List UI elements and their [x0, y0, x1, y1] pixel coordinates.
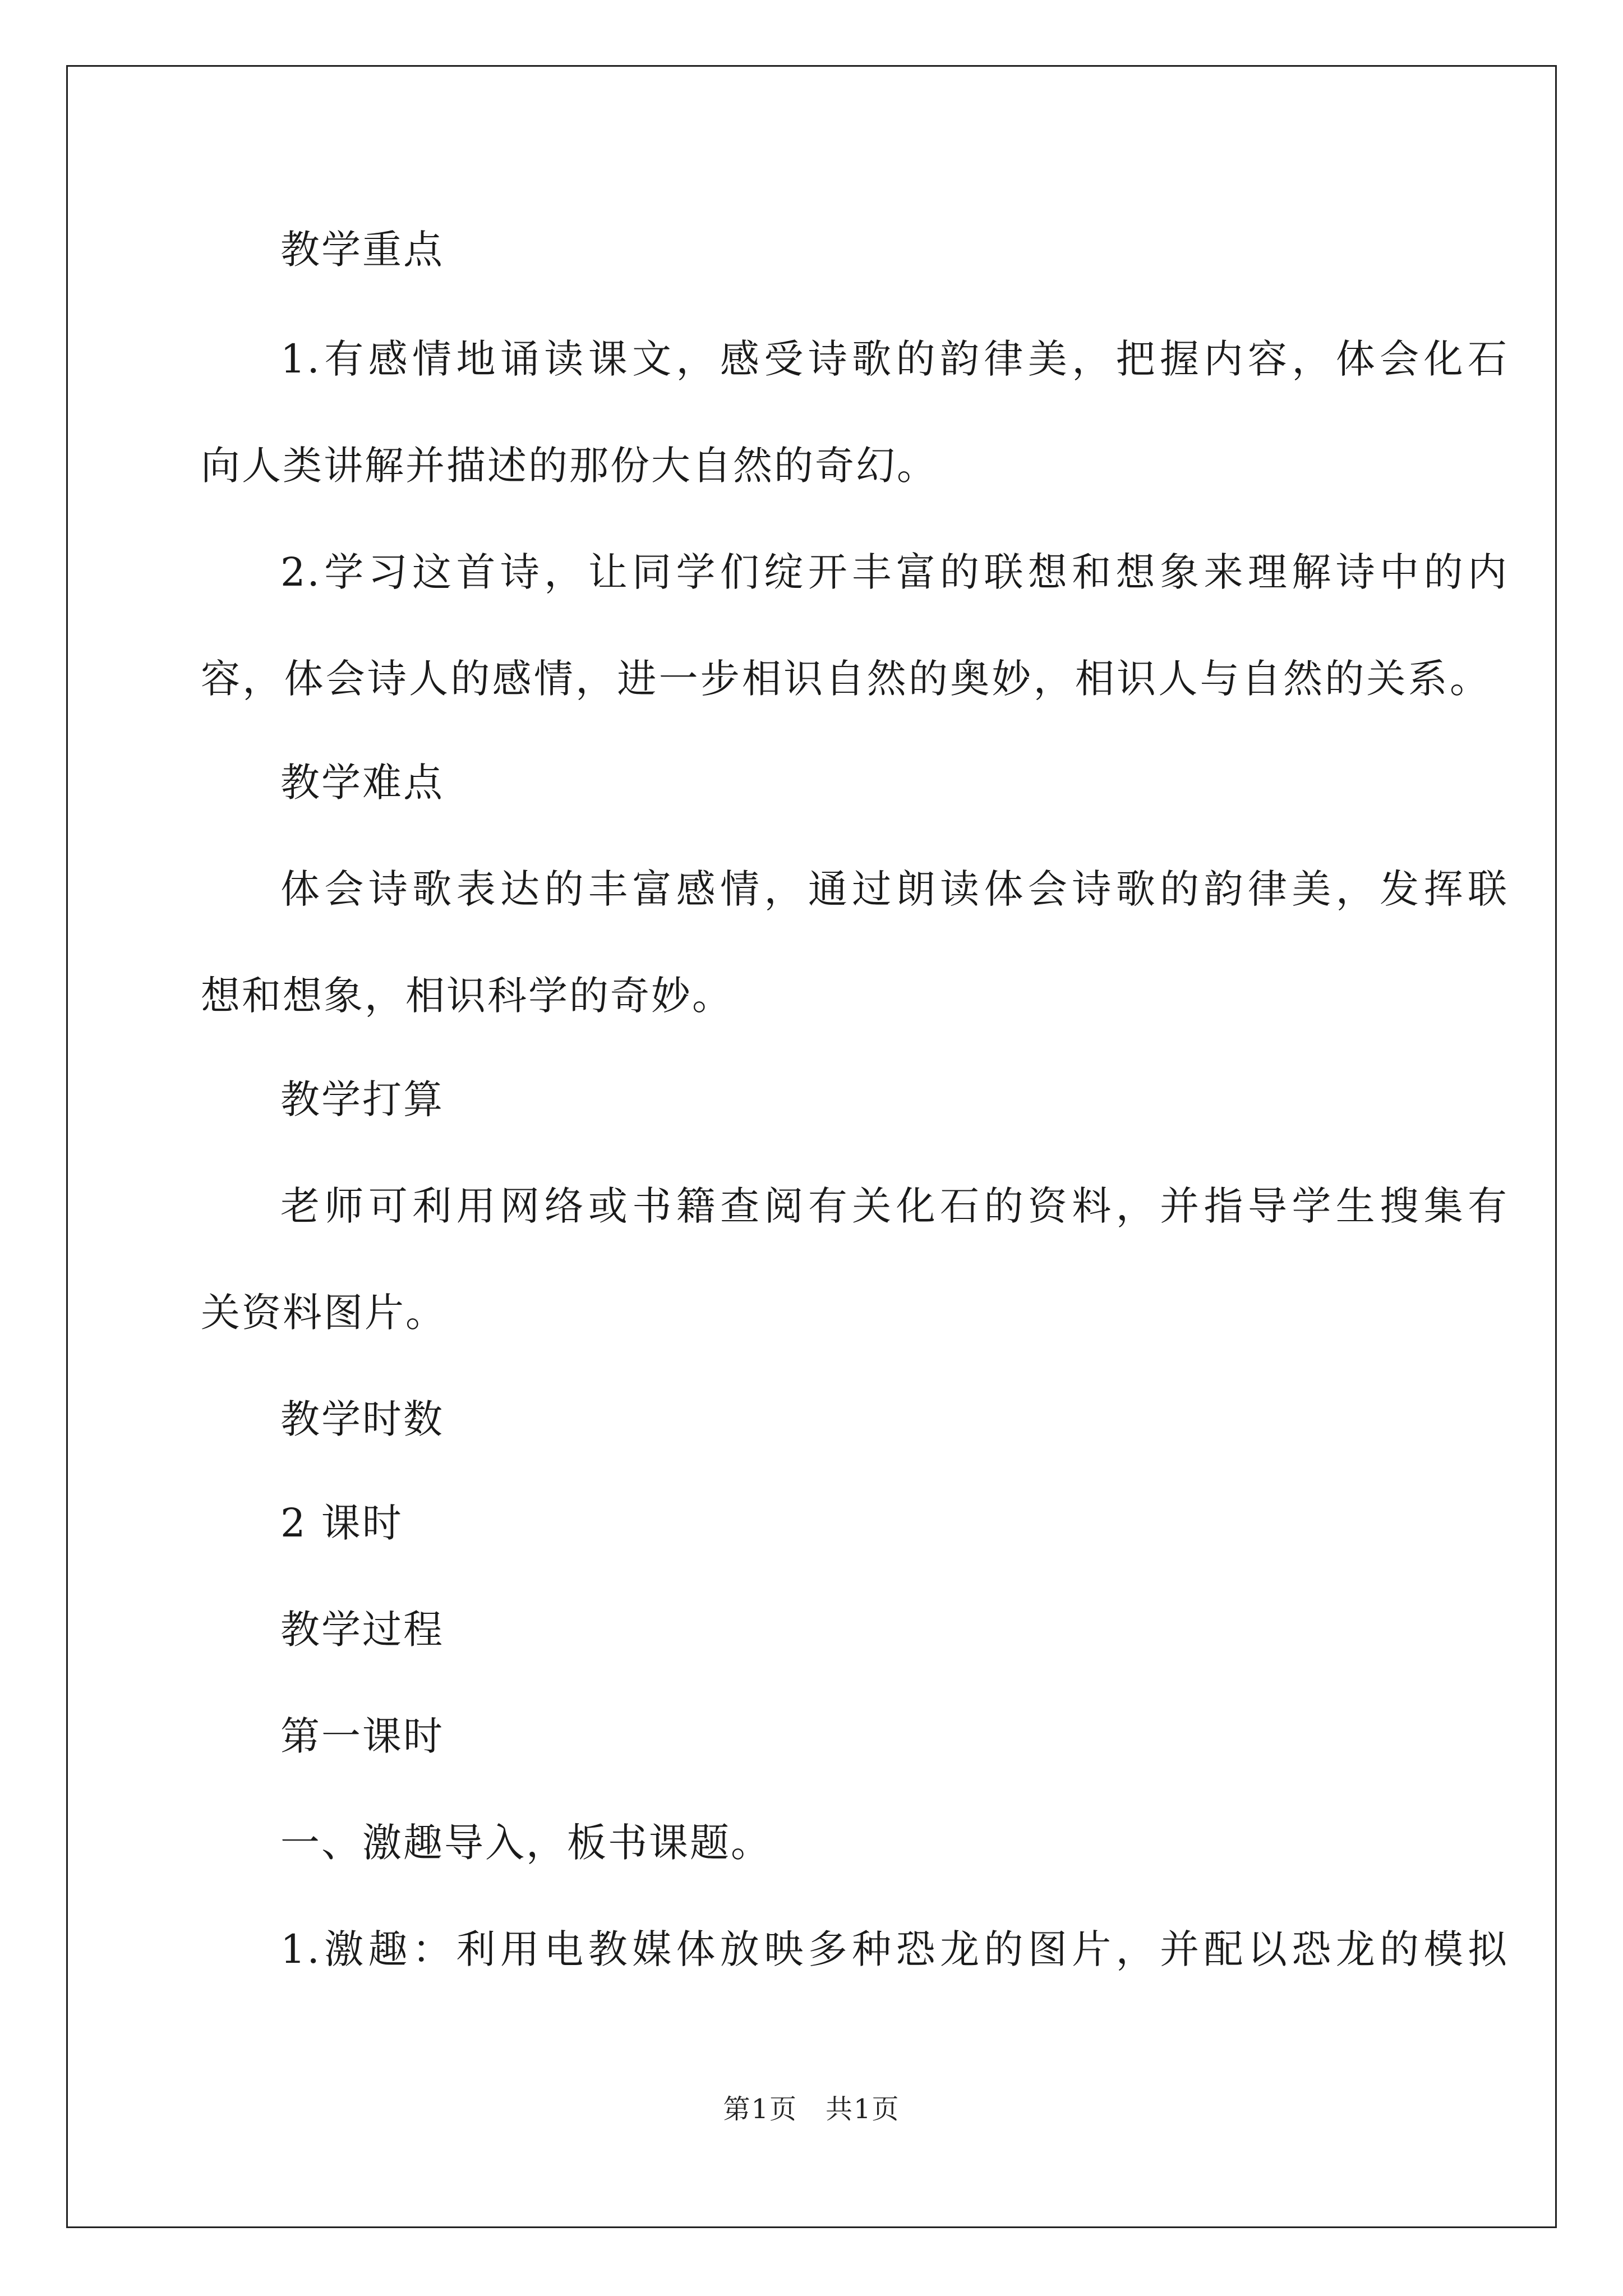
- paragraph-line: 想和想象，相识科学的奇妙。: [201, 973, 733, 1019]
- paragraph-line: 向人类讲解并描述的那份大自然的奇幻。: [201, 443, 938, 489]
- page-border: [66, 65, 1557, 2228]
- heading-teaching-focus: 教学重点: [280, 227, 444, 273]
- paragraph-line: 2 课时: [280, 1500, 403, 1546]
- paragraph-line: 关资料图片。: [201, 1290, 446, 1336]
- paragraph-line: 1.有感情地诵读课文，感受诗歌的韵律美，把握内容，体会化石: [280, 336, 1509, 382]
- paragraph-line: 1.激趣：利用电教媒体放映多种恐龙的图片，并配以恐龙的模拟: [280, 1926, 1509, 1972]
- heading-teaching-difficulty: 教学难点: [280, 760, 444, 806]
- paragraph-line: 体会诗歌表达的丰富感情，通过朗读体会诗歌的韵律美，发挥联: [280, 866, 1509, 912]
- paragraph-line: 老师可利用网络或书籍查阅有关化石的资料，并指导学生搜集有: [280, 1183, 1509, 1229]
- paragraph-line: 2.学习这首诗，让同学们绽开丰富的联想和想象来理解诗中的内: [280, 549, 1509, 595]
- section-heading: 一、激趣导入，板书课题。: [280, 1820, 772, 1866]
- page-number-footer: 第1页 共1页: [723, 2093, 900, 2125]
- heading-teaching-hours: 教学时数: [280, 1396, 444, 1442]
- heading-first-lesson: 第一课时: [280, 1713, 444, 1759]
- heading-teaching-process: 教学过程: [280, 1607, 444, 1653]
- paragraph-line: 容，体会诗人的感情，进一步相识自然的奥妙，相识人与自然的关系。: [201, 656, 1491, 702]
- heading-teaching-preparation: 教学打算: [280, 1076, 444, 1122]
